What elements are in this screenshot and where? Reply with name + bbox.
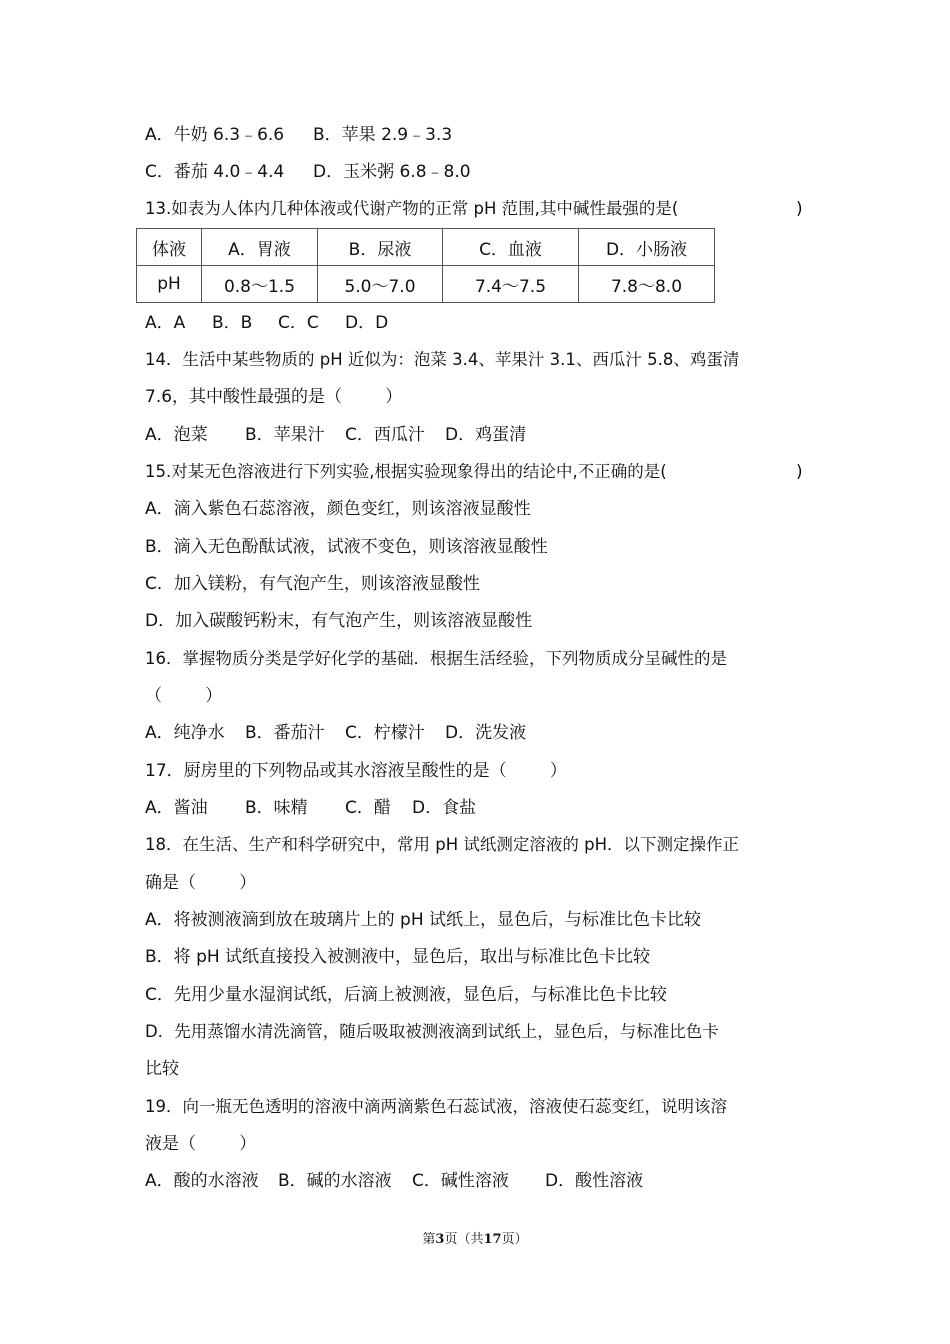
ph-table-cell: 0.8～1.5: [202, 266, 318, 303]
q12-option-b: B．苹果 2.9﹣3.3: [313, 125, 453, 145]
q15-option-a: A．滴入紫色石蕊溶液，颜色变红，则该溶液显酸性: [145, 499, 531, 519]
footer-suffix: 页）: [501, 1232, 528, 1247]
q18-option-d: D．先用蒸馏水清洗滴管，随后吸取被测液滴到试纸上，显色后，与标准比色卡: [145, 1022, 719, 1041]
q14-option-b: B．苹果汁: [245, 425, 325, 445]
q14-option-d: D．鸡蛋清: [445, 425, 527, 445]
q17-option-b: B．味精: [245, 798, 308, 818]
q14-option-a: A．泡菜: [145, 425, 208, 445]
q16-stem-line1: 16．掌握物质分类是学好化学的基础．根据生活经验，下列物质成分呈碱性的是: [145, 649, 727, 668]
footer-total-pages: 17: [483, 1232, 502, 1247]
q18-stem-line2: 确是（ ）: [145, 873, 257, 893]
q15-option-b: B．滴入无色酚酞试液，试液不变色，则该溶液显酸性: [145, 537, 548, 557]
q17-option-d: D．食盐: [412, 798, 477, 818]
q14-option-c: C．西瓜汁: [345, 425, 425, 445]
ph-table-header-cell: A．胃液: [202, 229, 318, 266]
q15-option-c: C．加入镁粉，有气泡产生，则该溶液显酸性: [145, 574, 480, 594]
footer-page-number: 3: [435, 1232, 445, 1247]
q12-option-d: D．玉米粥 6.8﹣8.0: [313, 162, 471, 182]
q13-stem: 13.如表为人体内几种体液或代谢产物的正常 pH 范围,其中碱性最强的是(: [145, 199, 679, 218]
q18-option-b: B．将 pH 试纸直接投入被测液中，显色后，取出与标准比色卡比较: [145, 947, 651, 967]
q19-option-c: C．碱性溶液: [412, 1171, 509, 1191]
q15-option-d: D．加入碳酸钙粉末，有气泡产生，则该溶液显酸性: [145, 611, 533, 631]
q17-option-a: A．酱油: [145, 798, 208, 818]
q13-option-c: C．C: [278, 313, 319, 333]
q13-paren-close: ): [796, 199, 803, 219]
q15-stem: 15.对某无色溶液进行下列实验,根据实验现象得出的结论中,不正确的是(: [145, 462, 667, 481]
q16-stem-line2: （ ）: [145, 686, 223, 706]
q19-option-b: B．碱的水溶液: [278, 1171, 392, 1191]
q18-option-d-continued: 比较: [145, 1059, 179, 1079]
q17-option-c: C．醋: [345, 798, 391, 818]
q12-option-a: A．牛奶 6.3﹣6.6: [145, 125, 285, 145]
q18-option-c: C．先用少量水湿润试纸，后滴上被测液，显色后，与标准比色卡比较: [145, 985, 667, 1005]
page-footer: [0, 1228, 950, 1247]
q16-option-b: B．番茄汁: [245, 723, 325, 743]
q13-option-a: A．A: [145, 313, 186, 333]
footer-middle: 页（共: [444, 1232, 484, 1247]
ph-table-header-cell: B．尿液: [318, 229, 443, 266]
q19-option-d: D．酸性溶液: [545, 1171, 644, 1191]
q14-stem-line2: 7.6，其中酸性最强的是（ ）: [145, 387, 403, 407]
ph-table: [136, 228, 715, 303]
ph-table-row: [137, 266, 715, 303]
ph-table-cell: 7.4～7.5: [443, 266, 579, 303]
q18-option-a: A．将被测液滴到放在玻璃片上的 pH 试纸上，显色后，与标准比色卡比较: [145, 910, 702, 930]
q13-option-d: D．D: [345, 313, 389, 333]
q15-paren-close: ): [796, 462, 803, 482]
q19-option-a: A．酸的水溶液: [145, 1171, 259, 1191]
q19-stem-line2: 液是（ ）: [145, 1134, 257, 1154]
q16-option-a: A．纯净水: [145, 723, 225, 743]
ph-table-header-cell: D．小肠液: [579, 229, 715, 266]
ph-table-header-row: [137, 229, 715, 266]
q14-stem-line1: 14．生活中某些物质的 pH 近似为：泡菜 3.4、苹果汁 3.1、西瓜汁 5.8、鸡蛋清: [145, 350, 740, 369]
q18-stem-line1: 18．在生活、生产和科学研究中，常用 pH 试纸测定溶液的 pH．以下测定操作正: [145, 835, 739, 854]
q12-option-c: C．番茄 4.0﹣4.4: [145, 162, 285, 182]
ph-table-header-cell: C．血液: [443, 229, 579, 266]
ph-table-cell: 5.0～7.0: [318, 266, 443, 303]
ph-table-cell: pH: [137, 266, 202, 303]
q16-option-c: C．柠檬汁: [345, 723, 425, 743]
q16-option-d: D．洗发液: [445, 723, 527, 743]
q13-option-b: B．B: [212, 313, 253, 333]
ph-table-cell: 7.8～8.0: [579, 266, 715, 303]
q19-stem-line1: 19．向一瓶无色透明的溶液中滴两滴紫色石蕊试液，溶液使石蕊变红，说明该溶: [145, 1097, 727, 1116]
footer-prefix: 第: [422, 1232, 436, 1247]
ph-table-header-cell: 体液: [137, 229, 202, 266]
q17-stem: 17．厨房里的下列物品或其水溶液呈酸性的是（ ）: [145, 761, 567, 781]
